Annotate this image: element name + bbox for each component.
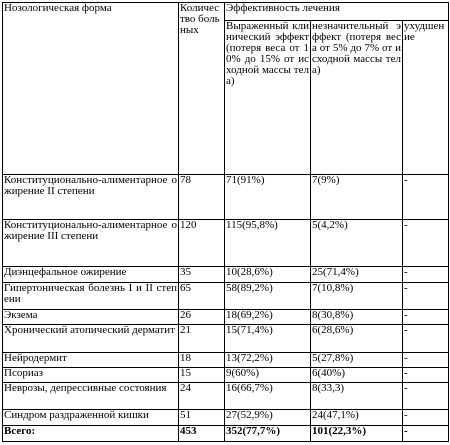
header-minor-effect: незначительный эффект (потеря веса от 5% до 7% от исходной массы тела) bbox=[311, 21, 403, 175]
row-count: 78 bbox=[179, 175, 225, 220]
row-form: Диэнцефальное ожирение bbox=[3, 266, 179, 282]
row-pronounced: 13(72,2%) bbox=[225, 352, 311, 367]
row-worsening: - bbox=[403, 383, 449, 410]
row-form: Неврозы, депрессивные состояния bbox=[3, 383, 179, 410]
row-minor: 7(9%) bbox=[311, 175, 403, 220]
row-form: Гипертоническая болезнь I и II степени bbox=[3, 282, 179, 309]
table-row bbox=[3, 266, 449, 282]
table-row bbox=[3, 282, 449, 309]
row-pronounced: 58(89,2%) bbox=[225, 282, 311, 309]
row-pronounced: 15(71,4%) bbox=[225, 325, 311, 352]
row-worsening: - bbox=[403, 410, 449, 425]
table-row bbox=[3, 219, 449, 266]
table-row bbox=[3, 310, 449, 325]
table-row bbox=[3, 352, 449, 367]
table-row bbox=[3, 383, 449, 410]
row-worsening: - bbox=[403, 367, 449, 382]
row-count: 26 bbox=[179, 310, 225, 325]
row-minor: 5(27,8%) bbox=[311, 352, 403, 367]
row-count: 21 bbox=[179, 325, 225, 352]
row-form: Конституционально-алиментарное ожирение II степени bbox=[3, 175, 179, 220]
total-count: 453 bbox=[179, 425, 225, 441]
row-count: 15 bbox=[179, 367, 225, 382]
table-row bbox=[3, 410, 449, 425]
row-pronounced: 27(52,9%) bbox=[225, 410, 311, 425]
table-row bbox=[3, 367, 449, 382]
row-count: 35 bbox=[179, 266, 225, 282]
row-count: 18 bbox=[179, 352, 225, 367]
row-pronounced: 9(60%) bbox=[225, 367, 311, 382]
document bbox=[2, 2, 448, 442]
row-pronounced: 18(69,2%) bbox=[225, 310, 311, 325]
total-minor: 101(22,3%) bbox=[311, 425, 403, 441]
row-minor: 25(71,4%) bbox=[311, 266, 403, 282]
header-worsening: ухудшение bbox=[403, 21, 449, 175]
row-pronounced: 16(66,7%) bbox=[225, 383, 311, 410]
row-count: 120 bbox=[179, 219, 225, 266]
header-row bbox=[3, 3, 449, 21]
row-form: Синдром раздраженной кишки bbox=[3, 410, 179, 425]
table-row bbox=[3, 175, 449, 220]
row-count: 24 bbox=[179, 383, 225, 410]
row-minor: 8(33,3) bbox=[311, 383, 403, 410]
row-pronounced: 10(28,6%) bbox=[225, 266, 311, 282]
row-worsening: - bbox=[403, 282, 449, 309]
row-count: 65 bbox=[179, 282, 225, 309]
total-pronounced: 352(77,7%) bbox=[225, 425, 311, 441]
row-form: Конституционально-алиментарное ожирение III степени bbox=[3, 219, 179, 266]
total-row bbox=[3, 425, 449, 441]
row-worsening: - bbox=[403, 175, 449, 220]
total-worsening: - bbox=[403, 425, 449, 441]
treatment-efficacy-table bbox=[2, 2, 449, 442]
row-pronounced: 115(95,8%) bbox=[225, 219, 311, 266]
header-nosology: Нозологическая форма bbox=[3, 3, 179, 175]
header-patients-count: Количество больных bbox=[179, 3, 225, 175]
row-worsening: - bbox=[403, 325, 449, 352]
header-pronounced-effect: Выраженный клинический эффект (потеря веса от 10% до 15% от исходной массы тела) bbox=[225, 21, 311, 175]
row-minor: 6(28,6%) bbox=[311, 325, 403, 352]
row-minor: 8(30,8%) bbox=[311, 310, 403, 325]
row-pronounced: 71(91%) bbox=[225, 175, 311, 220]
row-worsening: - bbox=[403, 310, 449, 325]
row-worsening: - bbox=[403, 352, 449, 367]
total-label: Всего: bbox=[3, 425, 179, 441]
header-efficacy: Эффективность лечения bbox=[225, 3, 449, 21]
row-worsening: - bbox=[403, 266, 449, 282]
row-worsening: - bbox=[403, 219, 449, 266]
row-form: Нейродермит bbox=[3, 352, 179, 367]
row-form: Хронический атопический дерматит bbox=[3, 325, 179, 352]
row-form: Псориаз bbox=[3, 367, 179, 382]
row-count: 51 bbox=[179, 410, 225, 425]
table-row bbox=[3, 325, 449, 352]
row-form: Экзема bbox=[3, 310, 179, 325]
row-minor: 6(40%) bbox=[311, 367, 403, 382]
row-minor: 5(4,2%) bbox=[311, 219, 403, 266]
row-minor: 7(10,8%) bbox=[311, 282, 403, 309]
row-minor: 24(47,1%) bbox=[311, 410, 403, 425]
